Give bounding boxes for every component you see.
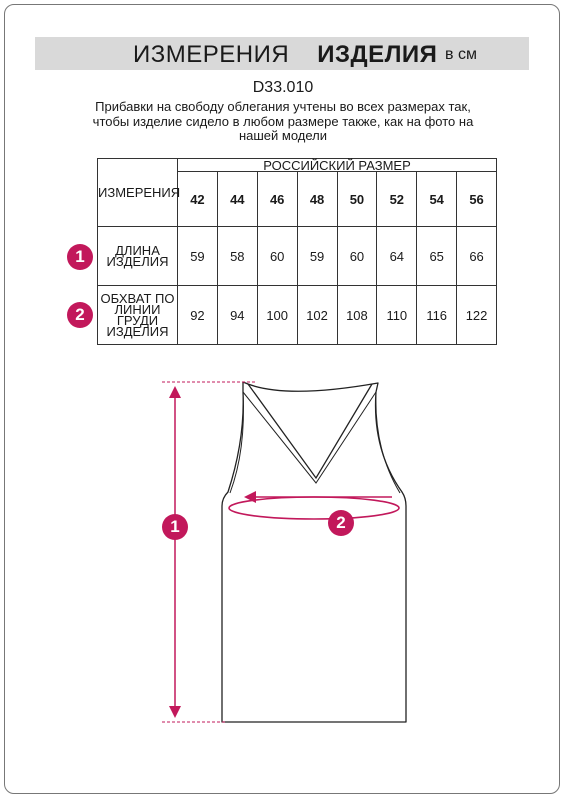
value-cell: 58 — [217, 227, 257, 286]
neckline — [248, 384, 372, 478]
unit-label: в см — [445, 46, 477, 63]
length-arrow-top — [169, 386, 181, 398]
size-group-header: РОССИЙСКИЙ РАЗМЕР — [178, 159, 497, 172]
value-cell: 100 — [257, 286, 297, 345]
value-cell: 64 — [377, 227, 417, 286]
size-cell: 54 — [417, 172, 457, 227]
value-cell: 110 — [377, 286, 417, 345]
value-cell: 92 — [178, 286, 218, 345]
row-label-length: ДЛИНА ИЗДЕЛИЯ — [98, 227, 178, 286]
length-marker: 1 — [162, 514, 188, 540]
row-marker-2: 2 — [67, 302, 93, 328]
size-cell: 56 — [457, 172, 497, 227]
value-cell: 60 — [257, 227, 297, 286]
value-cell: 59 — [297, 227, 337, 286]
value-cell: 108 — [337, 286, 377, 345]
value-cell: 122 — [457, 286, 497, 345]
title-bold: ИЗДЕЛИЯ — [317, 41, 438, 68]
value-cell: 60 — [337, 227, 377, 286]
size-cell: 44 — [217, 172, 257, 227]
value-cell: 102 — [297, 286, 337, 345]
size-cell: 46 — [257, 172, 297, 227]
fit-note: Прибавки на свободу облегания учтены во всех размерах так, чтобы изделие сидело в любом размере также, как на фото на нашей модели — [92, 99, 474, 143]
chest-marker: 2 — [328, 510, 354, 536]
size-cell: 52 — [377, 172, 417, 227]
product-code: D33.010 — [252, 79, 314, 96]
length-arrow-bottom — [169, 706, 181, 718]
measure-header: ИЗМЕРЕНИЯ — [98, 159, 178, 227]
value-cell: 65 — [417, 227, 457, 286]
value-cell: 66 — [457, 227, 497, 286]
value-cell: 59 — [178, 227, 218, 286]
value-cell: 94 — [217, 286, 257, 345]
value-cell: 116 — [417, 286, 457, 345]
size-cell: 50 — [337, 172, 377, 227]
row-marker-1: 1 — [67, 244, 93, 270]
title-light: ИЗМЕРЕНИЯ — [133, 41, 290, 68]
row-label-chest: ОБХВАТ ПО ЛИНИИ ГРУДИ ИЗДЕЛИЯ — [98, 286, 178, 345]
size-cell: 42 — [178, 172, 218, 227]
size-cell: 48 — [297, 172, 337, 227]
